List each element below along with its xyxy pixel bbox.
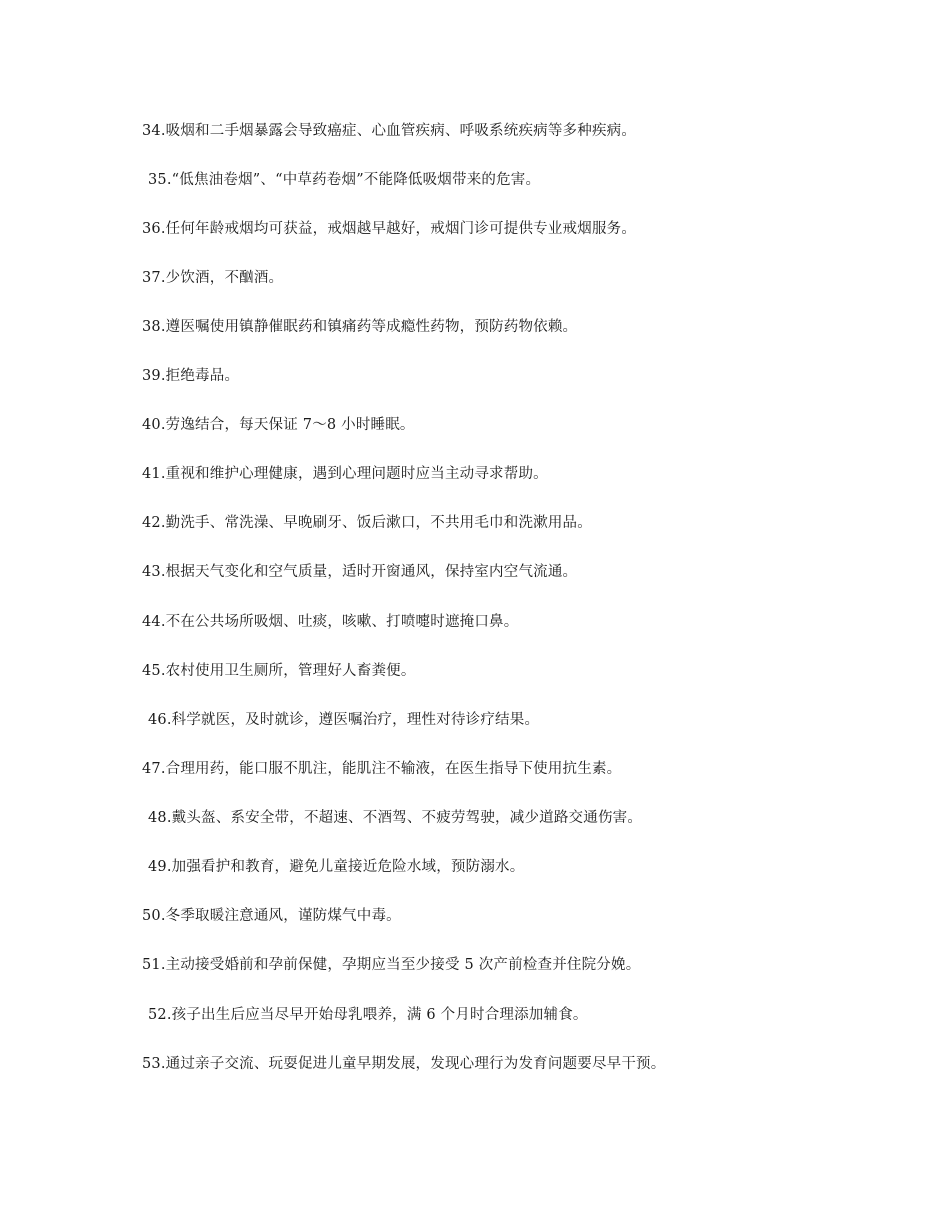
list-item-40: 40.劳逸结合，每天保证 7～8 小时睡眠。 bbox=[142, 417, 415, 433]
list-item-44: 44.不在公共场所吸烟、吐痰，咳嗽、打喷嚏时遮掩口鼻。 bbox=[142, 614, 519, 630]
list-item-41: 41.重视和维护心理健康，遇到心理问题时应当主动寻求帮助。 bbox=[142, 466, 548, 482]
list-item-38: 38.遵医嘱使用镇静催眠药和镇痛药等成瘾性药物，预防药物依赖。 bbox=[142, 319, 578, 335]
list-item-35: 35.“低焦油卷烟”、“中草药卷烟”不能降低吸烟带来的危害。 bbox=[148, 172, 541, 188]
list-item-49: 49.加强看护和教育，避免儿童接近危险水域，预防溺水。 bbox=[148, 859, 525, 875]
list-item-39: 39.拒绝毒品。 bbox=[142, 368, 240, 384]
list-item-45: 45.农村使用卫生厕所，管理好人畜粪便。 bbox=[142, 663, 416, 679]
list-item-53: 53.通过亲子交流、玩耍促进儿童早期发展，发现心理行为发育问题要尽早干预。 bbox=[142, 1056, 666, 1072]
list-item-42: 42.勤洗手、常洗澡、早晚刷牙、饭后漱口，不共用毛巾和洗漱用品。 bbox=[142, 515, 592, 531]
list-item-47: 47.合理用药，能口服不肌注，能肌注不输液，在医生指导下使用抗生素。 bbox=[142, 761, 622, 777]
list-item-52: 52.孩子出生后应当尽早开始母乳喂养，满 6 个月时合理添加辅食。 bbox=[148, 1007, 588, 1023]
list-item-36: 36.任何年龄戒烟均可获益，戒烟越早越好，戒烟门诊可提供专业戒烟服务。 bbox=[142, 221, 637, 237]
list-item-51: 51.主动接受婚前和孕前保健，孕期应当至少接受 5 次产前检查并住院分娩。 bbox=[142, 957, 641, 973]
list-item-48: 48.戴头盔、系安全带，不超速、不酒驾、不疲劳驾驶，减少道路交通伤害。 bbox=[148, 810, 643, 826]
list-item-46: 46.科学就医，及时就诊，遵医嘱治疗，理性对待诊疗结果。 bbox=[148, 712, 540, 728]
list-item-34: 34.吸烟和二手烟暴露会导致癌症、心血管疾病、呼吸系统疾病等多种疾病。 bbox=[142, 123, 637, 139]
list-item-43: 43.根据天气变化和空气质量，适时开窗通风，保持室内空气流通。 bbox=[142, 564, 578, 580]
list-item-37: 37.少饮酒，不酗酒。 bbox=[142, 270, 284, 286]
list-item-50: 50.冬季取暖注意通风，谨防煤气中毒。 bbox=[142, 908, 401, 924]
